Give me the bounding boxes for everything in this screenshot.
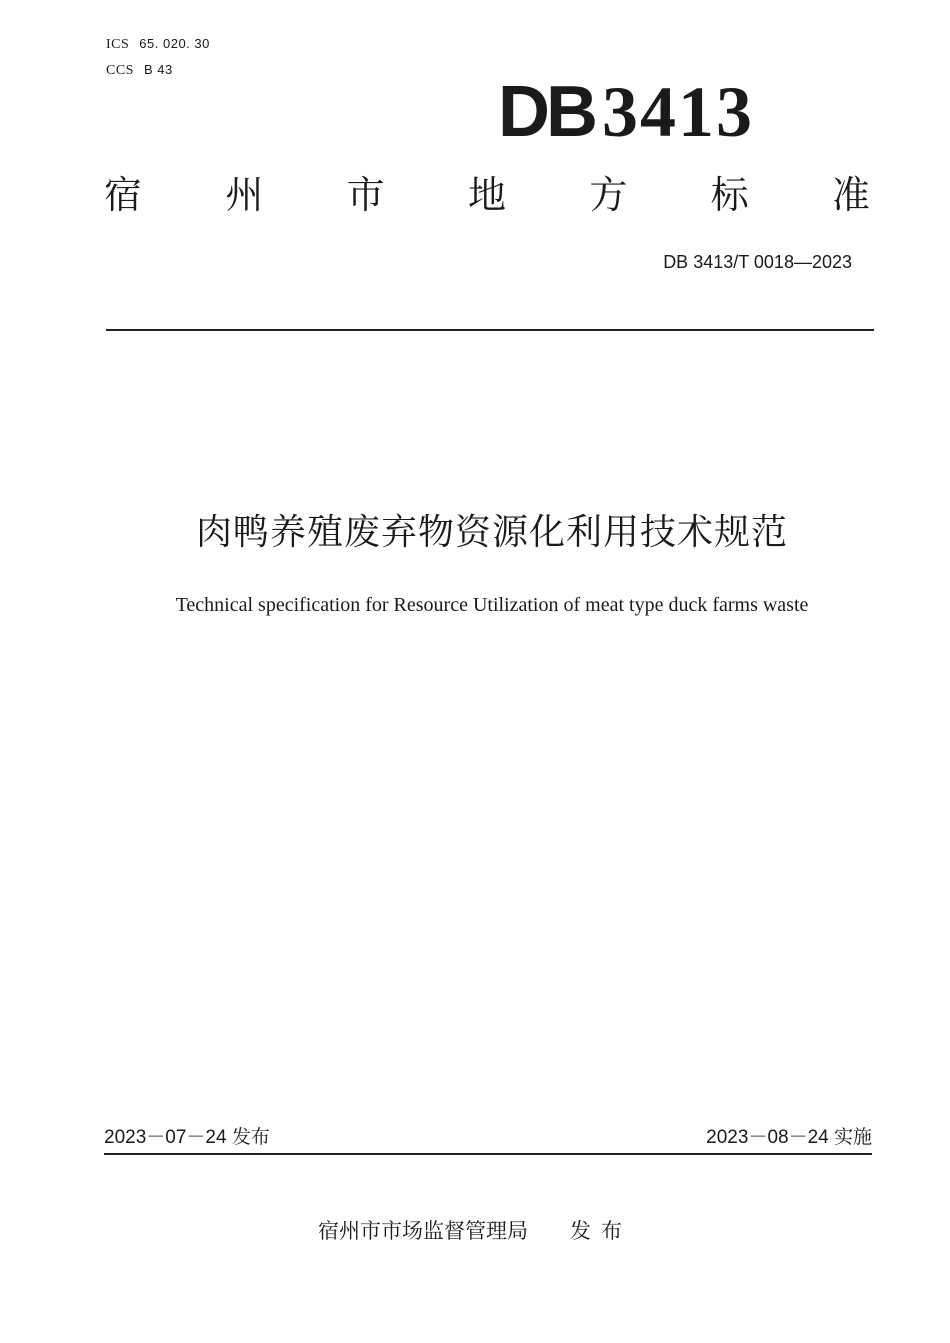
standard-number: DB 3413/T 0018—2023 [663, 252, 852, 272]
db-standard-logo [498, 72, 754, 152]
ccs-label: CCS [106, 63, 134, 78]
ics-value: 65. 020. 30 [139, 36, 210, 51]
standard-type-char: 方 [589, 173, 628, 217]
ics-label: ICS [106, 37, 130, 52]
db-logo-letters: DB [498, 72, 594, 152]
bottom-divider [104, 1153, 872, 1155]
standard-type-char: 宿 [104, 173, 143, 217]
ccs-value: B 43 [143, 62, 173, 77]
document-title-english: Technical specification for Resource Utilization of meat type duck farms waste [175, 594, 809, 616]
standard-type-char: 地 [467, 173, 506, 217]
ics-code [106, 36, 210, 53]
issuer [0, 1215, 950, 1247]
issuer-action: 发布 [570, 1219, 632, 1243]
standard-type-char: 标 [710, 173, 749, 217]
document-title-chinese: 肉鸭养殖废弃物资源化利用技术规范 [195, 512, 788, 553]
standard-type-heading [104, 170, 870, 220]
release-date: 2023－07－24 发布 [104, 1127, 270, 1148]
standard-type-char: 准 [831, 173, 870, 217]
db-logo-code: 3413 [602, 72, 754, 152]
standard-type-char: 市 [346, 173, 385, 217]
issuer-name: 宿州市市场监督管理局 [318, 1219, 528, 1243]
top-divider [106, 329, 874, 331]
standard-type-char: 州 [225, 173, 264, 217]
effective-date: 2023－08－24 实施 [706, 1127, 872, 1148]
ccs-code [106, 62, 173, 79]
